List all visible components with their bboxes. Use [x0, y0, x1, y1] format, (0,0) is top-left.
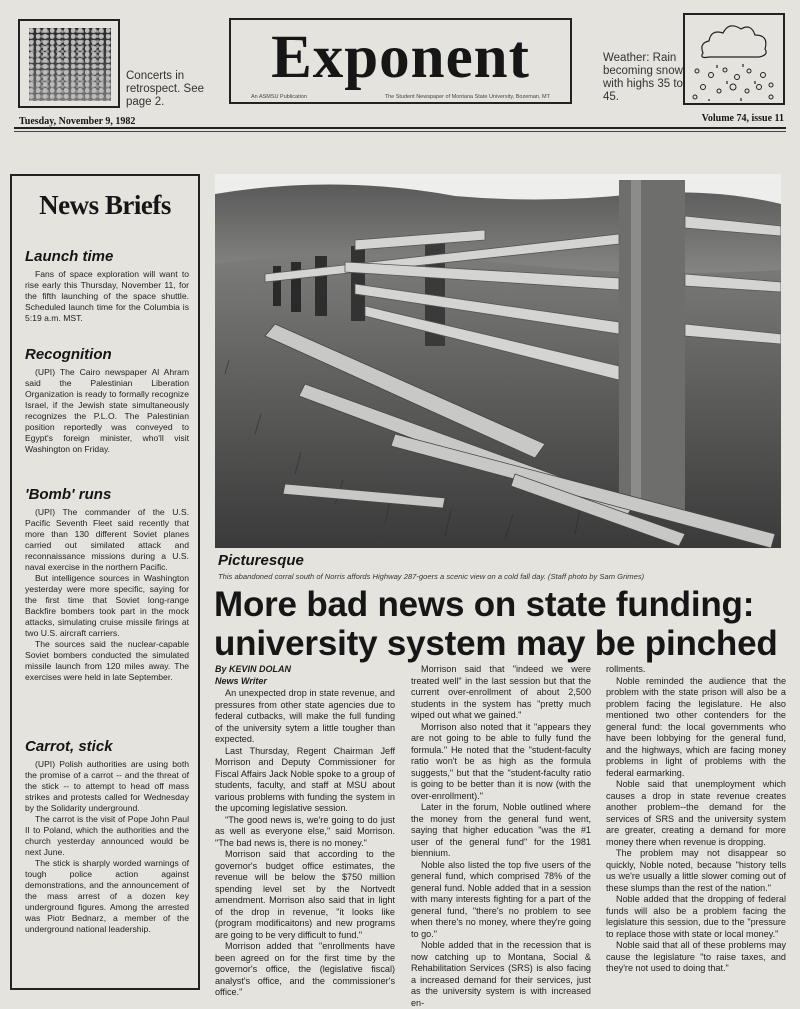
brief-bomb-runs [25, 486, 189, 683]
brief-paragraph: The sources said the nuclear-capable Soviet bombers conducted the simulated missile launch from 120 miles away. The exercises were held in late September. [25, 639, 189, 682]
masthead [229, 18, 572, 104]
brief-carrot-stick [25, 738, 189, 935]
brief-heading: 'Bomb' runs [25, 486, 112, 503]
article-column-1 [215, 664, 395, 999]
article-paragraph: The problem may not disappear so quickly, Noble noted, because "history tells us we're usually a little slower coming out of these slumps than the rest of the nation." [606, 848, 786, 893]
article-paragraph: "The good news is, we're going to do just as well as everyone else," said Morrison. "The bad news is, there is no money." [215, 814, 395, 848]
article-paragraph: Noble added that the dropping of federal funds will also be a problem facing the legislature this session, due to the "pressure to replace those with state or local money." [606, 894, 786, 939]
photo-caption: This abandoned corral south of Norris affords Highway 287-goers a scenic view on a cold fall day. (Staff photo by Sam Grimes) [218, 572, 645, 581]
masthead-subtitle: The Student Newspaper of Montana State University, Bozeman, MT [384, 94, 550, 100]
article-paragraph: Noble also listed the top five users of the general fund, which comprised 78% of the general fund. Noble added that in a session with many interests fighting for a part of the general fund, "there's no problem to see when there's no money, where they're going to go." [411, 859, 591, 939]
article-column-3 [606, 664, 786, 975]
concerts-teaser-box[interactable] [18, 19, 120, 108]
article-paragraph: Morrison also noted that it "appears they are not going to be able to fully fund the formula." He noted that the "student-faculty ratio won't be as high as the formula suggests," but that the "student-faculty ratio is going to be better than it is now (with the over-enrollment)." [411, 721, 591, 801]
article-paragraph: Morrison added that "enrollments have been agreed on for the first time by the governor's office, the (legislative fiscal) analyst's office, and the commissioner's office." [215, 941, 395, 997]
rain-snow-cloud-icon [685, 15, 783, 103]
weather-forecast: Weather: Rain becoming snow with highs 35 to 45. [603, 52, 683, 103]
concerts-teaser-text[interactable]: Concerts in retrospect. See page 2. [126, 70, 204, 108]
byline: By KEVIN DOLAN [215, 664, 292, 674]
brief-recognition [25, 346, 189, 455]
issue-volume: Volume 74, issue 11 [701, 113, 784, 124]
brief-paragraph: The stick is sharply worded warnings of tough police action against demonstrations, and the announcement of the mass arrest of a dozen key underground figures. Among the arrested was Piotr Bednarz, a member of the underground national leadership. [25, 858, 189, 934]
brief-paragraph: But intelligence sources in Washington yesterday were more specific, saying for the first time that Soviet long-range Backfire bombers took part in the mock attacks, simulating cruise missile firings at two U.S. aircraft carriers. [25, 573, 189, 638]
article-paragraph: Noble reminded the audience that the problem with the state prison will also be a problem facing the legislature. He also mentioned two other contenders for the general fund: the local governments who have been lobbying for the general fund, and the highways, which are facing money problems in light of problems with the federal earmarking. [606, 675, 786, 778]
article-paragraph: Later in the forum, Noble outlined where the money from the general fund went, saying that higher education "was the #1 user of the general fund" for the 1981 biennium. [411, 802, 591, 858]
brief-paragraph: (UPI) Polish authorities are using both the promise of a carrot -- and the threat of the stick -- to attempt to head off mass strikes and protests called for Wednesday by the Solidarity underground. [25, 759, 189, 813]
article-paragraph: rollments. [606, 664, 646, 674]
article-paragraph: Morrison said that "indeed we were treated well" in the last session but that the current over-enrollment of about 2,500 students in the system has "pretty much wiped out what we gained." [411, 664, 591, 720]
article-column-2 [411, 664, 591, 1009]
brief-heading: Carrot, stick [25, 738, 113, 755]
article-headline: More bad news on state funding: university system may be pinched [214, 585, 778, 663]
concert-crowd-thumbnail [29, 28, 111, 101]
header-rule [14, 127, 786, 129]
article-paragraph: Noble said that all of these problems may cause the legislature "to raise taxes, and they're not used to doing that." [606, 940, 786, 973]
photo-caption-title: Picturesque [218, 552, 304, 569]
brief-paragraph: (UPI) The Cairo newspaper Al Ahram said the Palestinian Liberation Organization is ready to formally recognize Israel, if the Jewish state simultaneously recognizes the P.L.O. The Palestinian position reportedly was conveyed to Egypt's foreign minister, who'll visit Washington on Friday. [25, 367, 189, 454]
brief-paragraph: Fans of space exploration will want to rise early this Thursday, November 11, for the fifth launching of the space shuttle. Scheduled launch time for the Columbia is 5:19 a.m. MST. [25, 269, 189, 323]
brief-heading: Launch time [25, 248, 114, 265]
article-paragraph: Noble said that unemployment which causes a drop in state revenue creates another problem--the demand for the services of SRS and the university system are greater, creating a demand for more money there when revenue is dropping. [606, 779, 786, 847]
header-rule-thin [14, 131, 786, 132]
masthead-title: Exponent [271, 24, 530, 91]
article-paragraph: Last Thursday, Regent Chairman Jeff Morrison and Deputy Commissioner for Fiscal Affairs Jack Noble spoke to a group of students, faculty, and staff at MSU about various problems with funding the system in the upcoming legislative session. [215, 745, 395, 813]
masthead-publisher: An ASMSU Publication [251, 94, 307, 100]
corral-photo [215, 174, 781, 548]
byline-role: News Writer [215, 675, 267, 686]
weather-icon-box [683, 13, 785, 105]
brief-paragraph: (UPI) The commander of the U.S. Pacific Seventh Fleet said recently that more than 130 different Soviet planes carried out similated attack and reconnaissance missions during a U.S. naval exercise in the northern Pacific. [25, 507, 189, 572]
brief-heading: Recognition [25, 346, 112, 363]
brief-paragraph: The carrot is the visit of Pope John Paul II to Poland, which the authorities and the church yesterday announced would be next June. [25, 814, 189, 857]
issue-date: Tuesday, November 9, 1982 [19, 116, 136, 127]
news-briefs-box [10, 174, 200, 990]
article-paragraph: An unexpected drop in state revenue, and pressures from other state agencies due to federal cutbacks, will make the full funding of the university sytem a little tougher than expected. [215, 688, 395, 744]
article-paragraph: Morrison said that according to the governor's budget office estimates, the revenue will be below the $750 million spending level set by the Nortvedt amendment. Morrison also said that in light of the drop in revenue, "it looks like (program modificaitons) and new programs are going to be very difficult to fund." [215, 849, 395, 940]
news-briefs-title: News Briefs [39, 190, 171, 220]
brief-launch-time [25, 248, 189, 324]
article-paragraph: Noble added that in the recession that is now catching up to Montana, Social & Rehabilitation Services (SRS) is also facing a increased demand for their services, just as the university system is with increased en- [411, 940, 591, 1008]
